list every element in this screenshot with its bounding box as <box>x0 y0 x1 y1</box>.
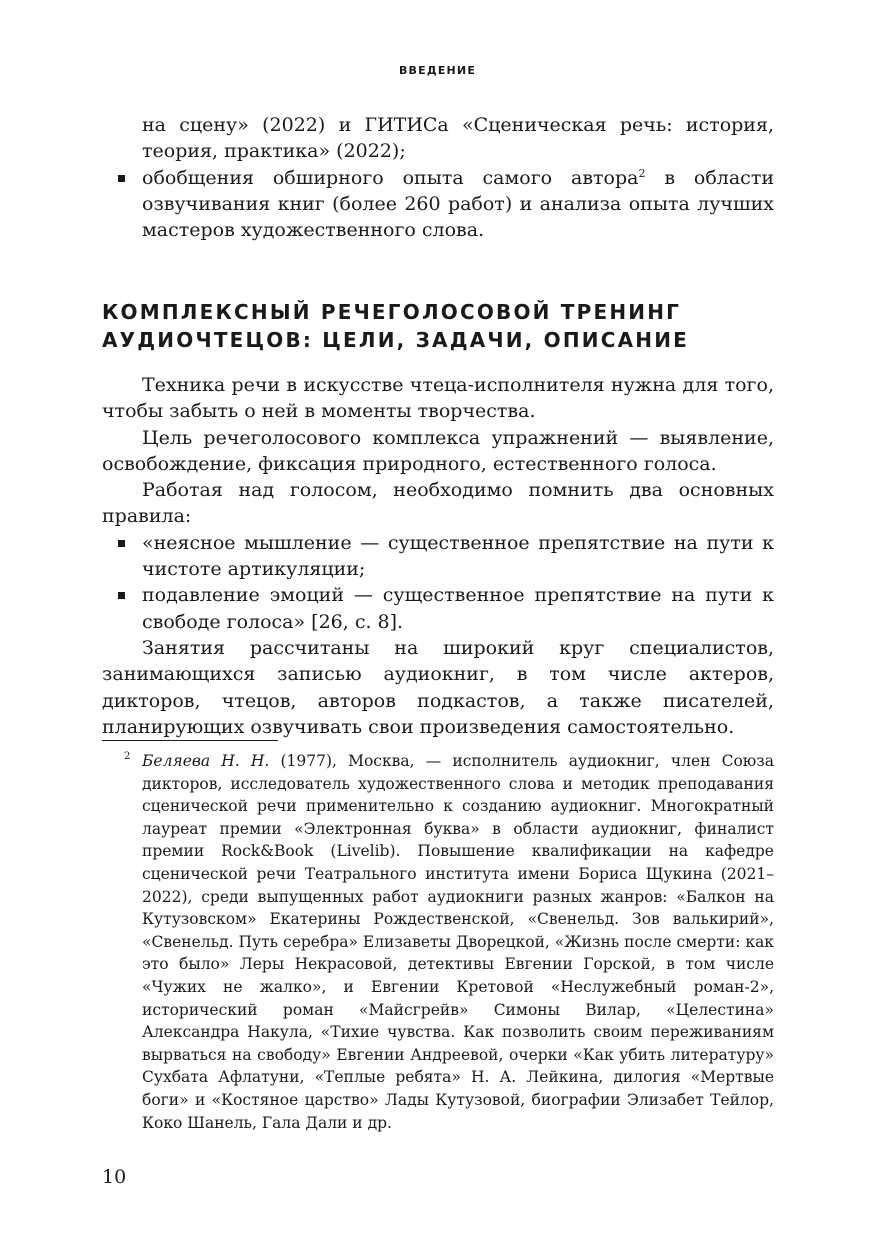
top-text-block <box>102 112 774 243</box>
footnote-divider <box>102 740 278 741</box>
paragraph: Техника речи в искусстве чтеца-исполнителя нужна для того, чтобы забыть о ней в моменты творчества. <box>102 374 774 423</box>
list-item-text-continued: в области озвучивания книг (более 260 работ) и анализа опыта лучших мастеров художественного слова. <box>142 166 774 242</box>
list-item <box>102 582 774 635</box>
bullet-square-icon <box>118 175 125 182</box>
list-item-text: «неясное мышление — существенное препятствие на пути к чистоте артикуляции; <box>142 531 774 581</box>
paragraph: Занятия рассчитаны на широкий круг специалистов, занимающихся записью аудиокниг, в том числе актеров, дикторов, чтецов, авторов подкастов, а также писателей, планирующих озвучивать свои произведения самостоятельно. <box>102 636 774 738</box>
page-number: 10 <box>102 1166 127 1188</box>
footnote-author: Беляева Н. Н. <box>142 752 270 770</box>
footnote <box>124 750 774 1134</box>
section-heading-line-1: КОМПЛЕКСНЫЙ РЕЧЕГОЛОСОВОЙ ТРЕНИНГ <box>102 300 682 324</box>
paragraph: Цель речеголосового комплекса упражнений — выявление, освобождение, фиксация природного, естественного голоса. <box>102 426 774 475</box>
list-item <box>102 530 774 583</box>
footnote-reference[interactable]: 2 <box>638 166 646 180</box>
bullet-square-icon <box>118 540 125 547</box>
section-heading <box>102 298 802 354</box>
section-heading-line-2: АУДИОЧТЕЦОВ: ЦЕЛИ, ЗАДАЧИ, ОПИСАНИЕ <box>102 328 690 352</box>
continuation-paragraph: на сцену» (2022) и ГИТИСа «Сценическая речь: история, теория, практика» (2022); <box>142 114 774 163</box>
footnote-text: (1977), Москва, — исполнитель аудиокниг, член Союза дикторов, исследователь художественного слова и методик преподавания сценической речи применительно к созданию аудиокниг. Многократный лауреат премии «Электронная буква» в области аудиокниг, финалист премии Rock&Book (Livelib). Повышение квалификации на кафедре сценической речи Театрального института имени Бориса Щукина (2021–2022), среди выпущенных работ аудиокниги разных жанров: «Балкон на Кутузовском» Екатерины Рождественской, «Свенельд. Зов валькирий», «Свенельд. Путь серебра» Елизаветы Дворецкой, «Жизнь после смерти: как это было» Леры Некрасовой, детективы Евгении Горской, в том числе «Чужих не жалко», и Евгении Кретовой «Неслужебный роман-2», исторический роман «Майсгрейв» Симоны Вилар, «Целестина» Александра Накула, «Тихие чувства. Как позволить своим переживаниям вырваться на свободу» Евгении Андреевой, очерки «Как убить литературу» Сухбата Афлатуни, «Теплые ребята» Н. А. Лейкина, дилогия «Мертвые боги» и «Костяное царство» Лады Кутузовой, биографии Элизабет Тейлор, Коко Шанель, Гала Дали и др. <box>142 752 774 1132</box>
running-head: ВВЕДЕНИЕ <box>398 64 477 77</box>
list-item-text: обобщения обширного опыта самого автора <box>142 166 639 189</box>
paragraph: Работая над голосом, необходимо помнить два основных правила: <box>102 479 774 528</box>
footnote-number: 2 <box>124 751 131 762</box>
list-item-text: подавление эмоций — существенное препятствие на пути к свободе голоса» [26, с. 8]. <box>142 584 774 633</box>
bullet-square-icon <box>118 592 125 599</box>
list-item <box>102 165 774 244</box>
section-body <box>102 372 774 740</box>
